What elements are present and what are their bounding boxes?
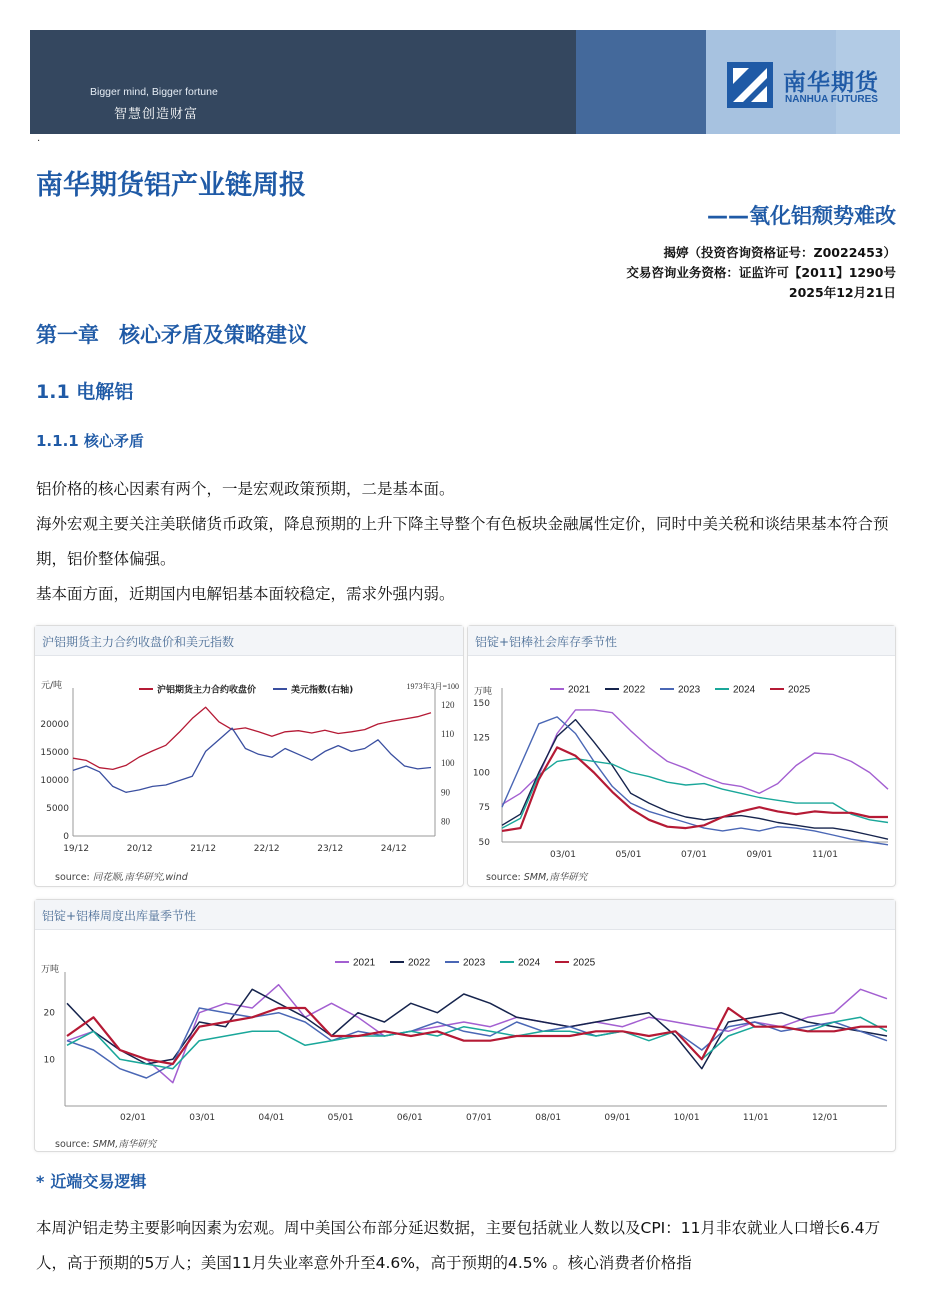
legend-label: 2021 <box>353 957 376 969</box>
chart-source-text: SMM,南华研究 <box>92 1139 157 1150</box>
chart-aluminum-price-dxy <box>35 656 465 861</box>
paragraph: 海外宏观主要关注美联储货币政策，降息预期的上升下降主导整个有色板块金融属性定价，同时中美关税和谈结果基本符合预期，铝价整体偏强。 <box>36 515 889 568</box>
chart-social-inventory <box>468 656 897 861</box>
chart-source: source: SMM,南华研究 <box>55 1139 157 1150</box>
y-axis-unit: 元/吨 <box>41 681 63 691</box>
x-tick-label: 19/12 <box>63 844 90 854</box>
series-line <box>73 728 431 792</box>
y-axis-unit: 万吨 <box>474 687 493 697</box>
report-subtitle: ——氧化铝颓势难改 <box>707 204 896 228</box>
x-tick-label: 22/12 <box>253 844 280 854</box>
x-tick-label: 05/01 <box>615 850 642 860</box>
x-tick-label: 08/01 <box>535 1113 562 1123</box>
y-right-tick-label: 100 <box>441 758 455 769</box>
chart-source-text: SMM,南华研究 <box>523 872 588 883</box>
y-tick-label: 15000 <box>40 748 69 758</box>
x-tick-label: 03/01 <box>189 1113 216 1123</box>
legend-label: 2023 <box>463 957 486 969</box>
series-line <box>502 759 888 829</box>
legend-label: 沪铝期货主力合约收盘价 <box>157 685 257 696</box>
banner-stripe <box>576 30 706 134</box>
x-tick-label: 06/01 <box>396 1113 423 1123</box>
y-tick-label: 5000 <box>46 804 69 814</box>
logo-text-english: NANHUA FUTURES <box>785 94 878 105</box>
x-tick-label: 20/12 <box>126 844 153 854</box>
x-tick-label: 12/01 <box>812 1113 838 1123</box>
x-tick-label: 04/01 <box>258 1113 285 1123</box>
x-tick-label: 11/01 <box>812 850 838 860</box>
y-tick-label: 125 <box>472 733 490 744</box>
x-tick-label: 10/01 <box>673 1113 700 1123</box>
logic-paragraph: 本周沪铝走势主要影响因素为宏观。周中美国公布部分延迟数据，主要包括就业人数以及CPI：11月非农就业人口增长6.4万人，高于预期的5万人；美国11月失业率意外升至4.6%，高于预期的4.5% 。核心消费者价格指 <box>36 1219 881 1272</box>
slogan-chinese: 智慧创造财富 <box>114 107 199 122</box>
paragraph: 铝价格的核心因素有两个，一是宏观政策预期，二是基本面。 <box>36 480 455 498</box>
y-tick-label: 150 <box>472 698 490 709</box>
y-tick-label: 75 <box>478 803 490 814</box>
legend-label: 2024 <box>518 957 541 969</box>
x-tick-label: 23/12 <box>317 844 344 854</box>
y-tick-label: 100 <box>472 768 490 779</box>
x-tick-label: 09/01 <box>746 850 773 860</box>
legend-label: 2025 <box>788 684 811 696</box>
legend-label: 2022 <box>408 957 431 969</box>
y-tick-label: 10000 <box>40 776 69 786</box>
author-line: 揭婷（投资咨询资格证号：Z0022453） <box>663 245 896 260</box>
chart-panel-social-inventory <box>467 625 896 887</box>
logic-heading-text: 近端交易逻辑 <box>50 1172 147 1191</box>
y-tick-label: 20 <box>43 1008 55 1019</box>
x-tick-label: 11/01 <box>742 1113 769 1123</box>
slogan-english: Bigger mind, Bigger fortune <box>90 86 218 98</box>
y-right-tick-label: 90 <box>441 787 450 798</box>
header-banner <box>30 30 900 134</box>
chart-title: 铝锭+铝棒周度出库量季节性 <box>35 900 895 930</box>
x-tick-label: 05/01 <box>327 1113 354 1123</box>
series-line <box>502 710 888 805</box>
y-axis-unit: 万吨 <box>41 965 60 975</box>
subsection-heading: 1.1.1 核心矛盾 <box>36 432 144 450</box>
series-line <box>67 1008 887 1078</box>
x-tick-label: 07/01 <box>466 1113 492 1123</box>
y-right-tick-label: 80 <box>441 816 450 827</box>
x-tick-label: 03/01 <box>550 850 576 860</box>
x-tick-label: 07/01 <box>681 850 707 860</box>
x-tick-label: 09/01 <box>604 1113 631 1123</box>
chart-source: source: 同花顺,南华研究,wind <box>55 872 188 883</box>
x-tick-label: 02/01 <box>120 1113 146 1123</box>
y-tick-label: 10 <box>43 1055 55 1066</box>
paragraph: 基本面方面，近期国内电解铝基本面较稳定，需求外强内弱。 <box>36 585 455 603</box>
report-title: 南华期货铝产业链周报 <box>36 170 306 201</box>
chart-title: 铝锭+铝棒社会库存季节性 <box>468 626 895 656</box>
legend-label: 2021 <box>568 684 591 696</box>
asterisk-icon: * <box>36 1172 45 1191</box>
section-heading: 1.1 电解铝 <box>36 381 134 403</box>
legend-label: 2023 <box>678 684 701 696</box>
chart-source: source: SMM,南华研究 <box>486 872 588 883</box>
stray-dot: · <box>37 136 41 147</box>
legend-label: 2024 <box>733 684 756 696</box>
chart-title: 沪铝期货主力合约收盘价和美元指数 <box>35 626 463 656</box>
chart-weekly-outbound <box>35 930 897 1130</box>
y-tick-label: 20000 <box>40 720 69 730</box>
logic-heading <box>36 1169 146 1192</box>
y-tick-label: 50 <box>478 838 490 848</box>
legend-label: 2022 <box>623 684 646 696</box>
series-line <box>73 707 431 769</box>
logo-text-chinese: 南华期货 <box>783 70 879 96</box>
chapter-heading <box>36 319 308 349</box>
legend-label: 2025 <box>573 957 596 969</box>
report-date: 2025年12月21日 <box>788 285 896 300</box>
y-right-tick-label: 120 <box>441 699 455 710</box>
chart-panel-aluminum-price-dxy <box>34 625 464 887</box>
y-right-tick-label: 110 <box>441 728 455 739</box>
license-line: 交易咨询业务资格：证监许可【2011】1290号 <box>626 265 896 280</box>
legend-label: 美元指数(右轴) <box>291 685 354 696</box>
x-tick-label: 21/12 <box>190 844 217 854</box>
chart-source-text: 同花顺,南华研究,wind <box>92 872 188 883</box>
series-line <box>502 720 888 840</box>
chapter-number: 第一章 <box>36 323 99 347</box>
x-tick-label: 24/12 <box>380 844 407 854</box>
nanhua-logo-icon <box>727 62 773 108</box>
y-tick-label: 0 <box>63 832 69 842</box>
chapter-title: 核心矛盾及策略建议 <box>119 323 308 347</box>
right-axis-note: 1973年3月=100 <box>406 682 459 691</box>
chart-panel-weekly-outbound <box>34 899 896 1152</box>
